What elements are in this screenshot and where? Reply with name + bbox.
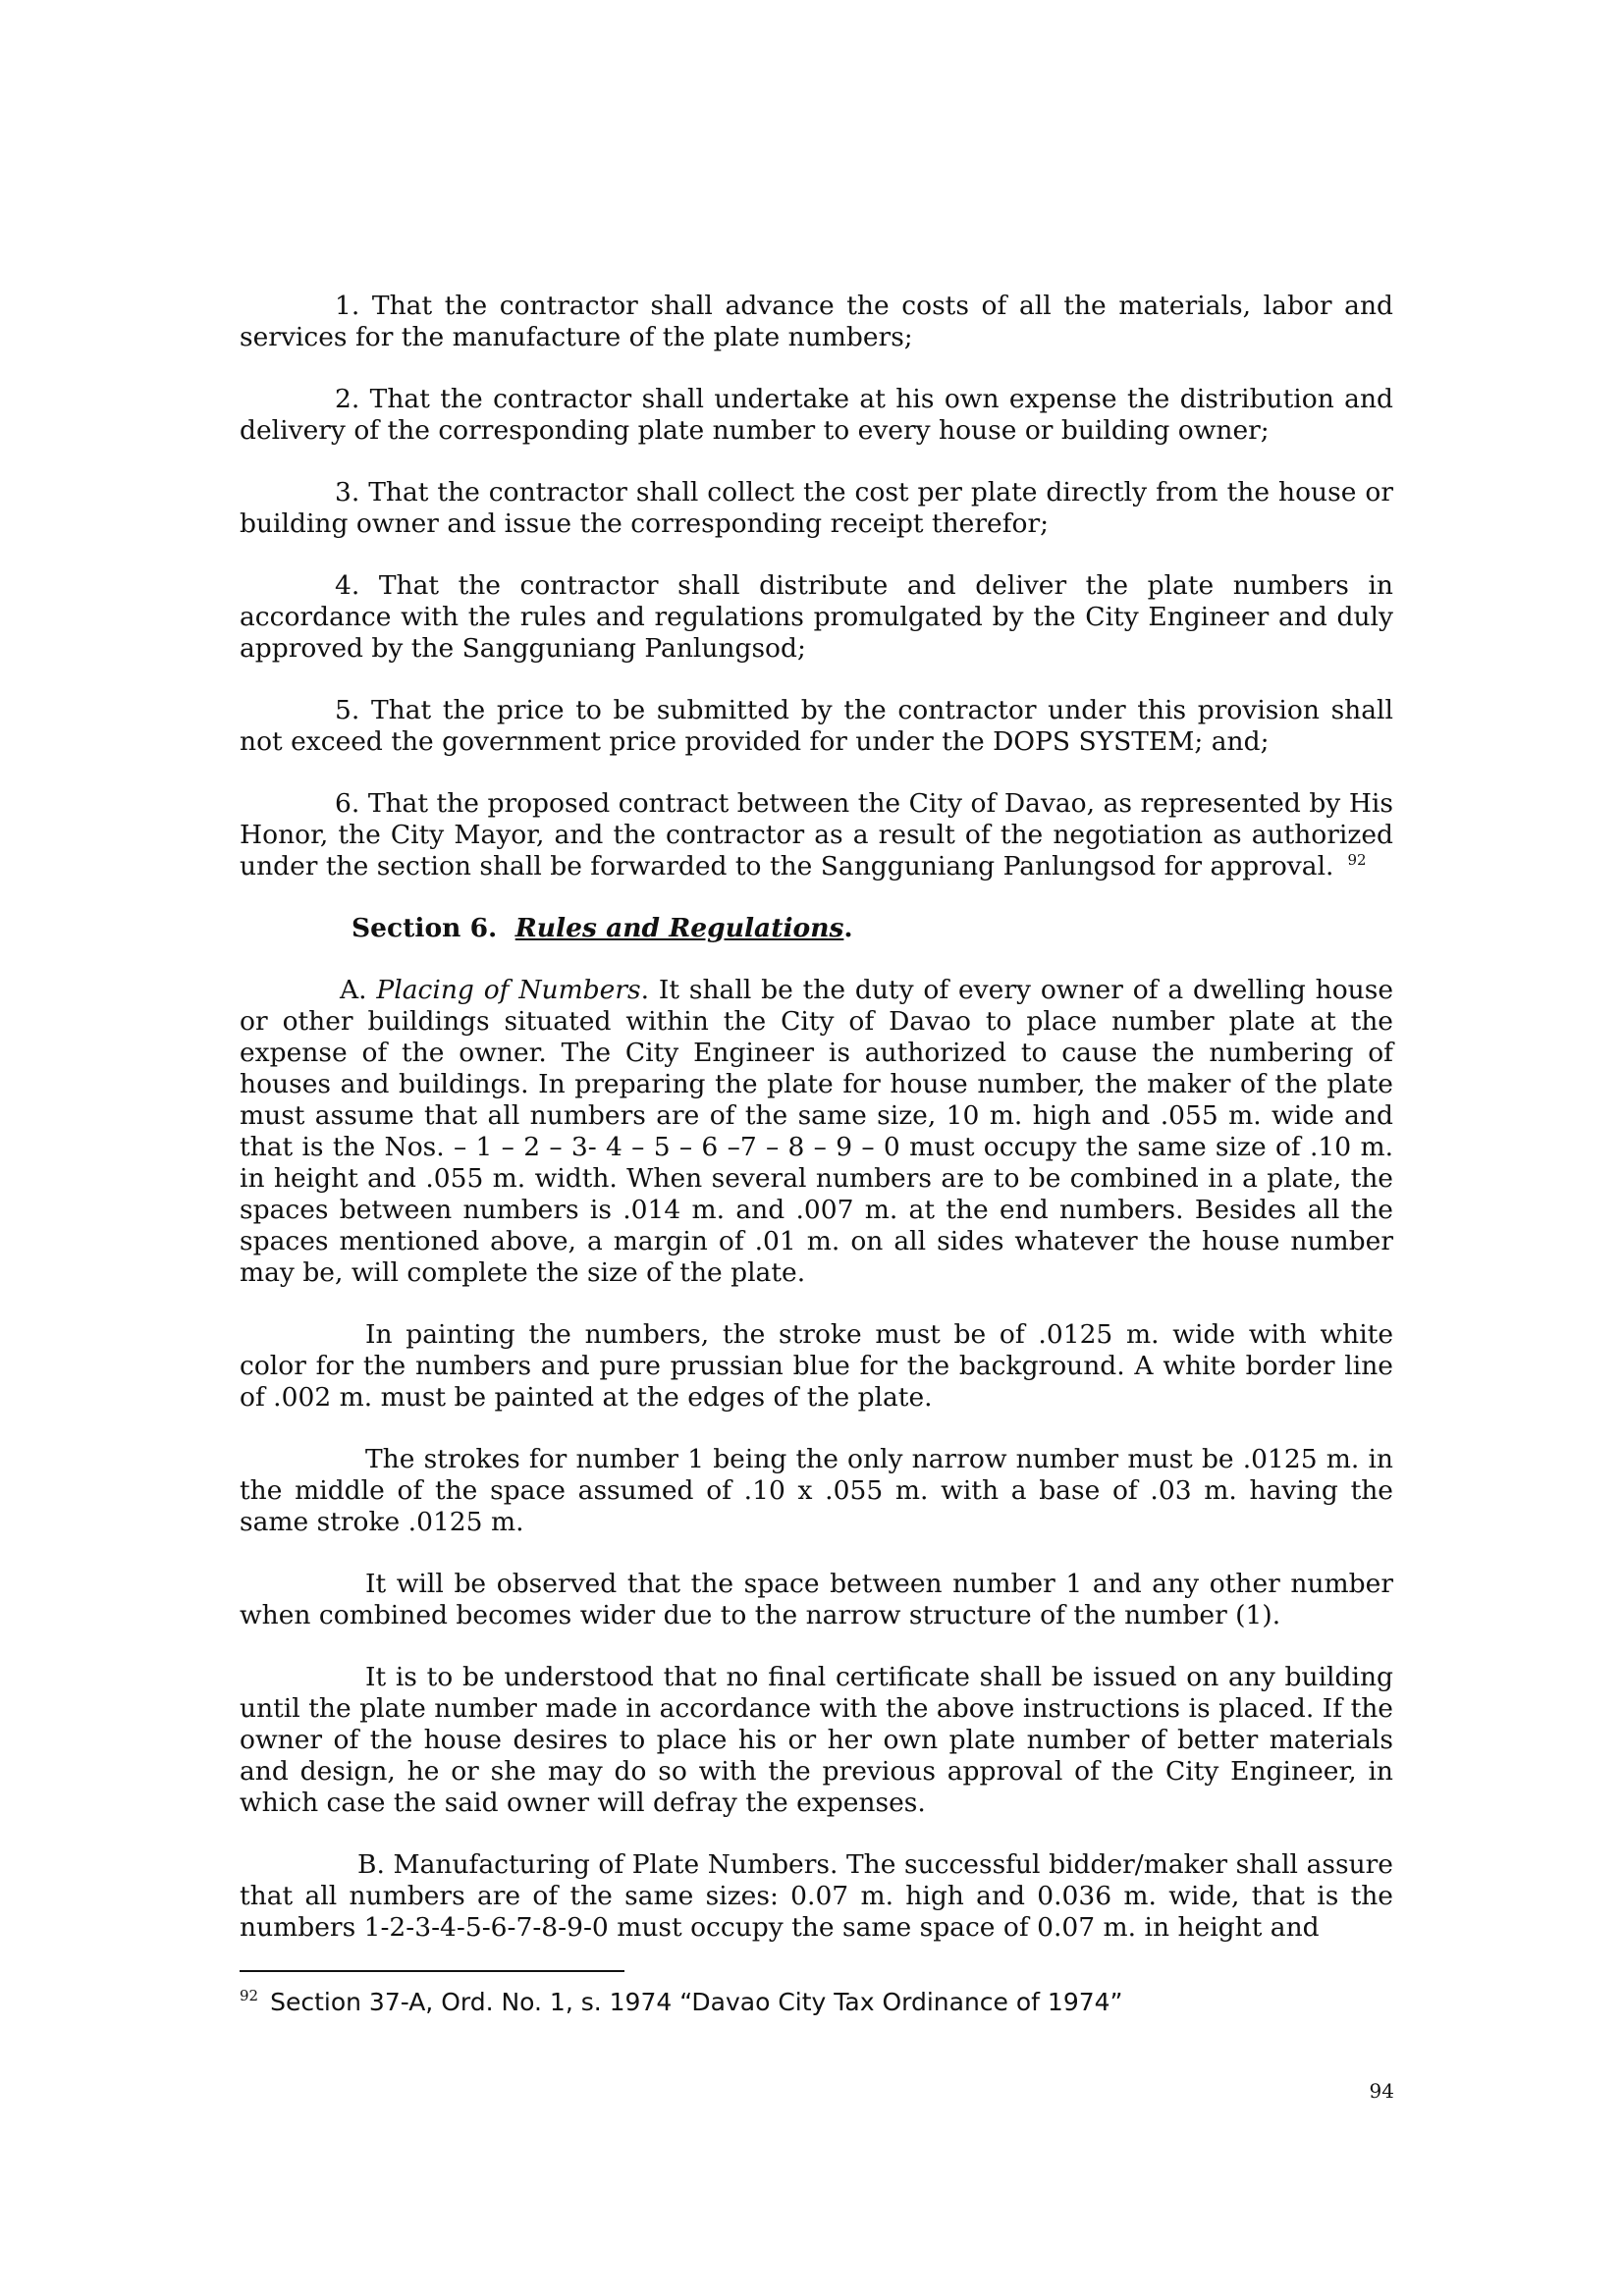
subsection-a (240, 975, 1393, 1289)
paragraph-spacing: It will be observed that the space between number 1 and any other number when combined becomes wider due to the narrow structure of the number (1). (240, 1569, 1393, 1630)
page-number: 94 (1369, 2079, 1394, 2103)
section-heading (240, 913, 1393, 944)
item-6-text: 6. That the proposed contract between the City of Davao, as represented by His Honor, the City Mayor, and the contractor as a result of the negotiation as authorized under the section shall be forwarded to the Sangguniang Panlungsod for approval. (240, 788, 1393, 881)
item-4: 4. That the contractor shall distribute and deliver the plate numbers in accordance with the rules and regulations promulgated by the City Engineer and duly approved by the Sangguniang Panlungsod; (240, 570, 1393, 664)
subsection-a-title: Placing of Numbers (376, 975, 641, 1005)
footnote-reference: 92 (1347, 851, 1367, 869)
paragraph-painting: In painting the numbers, the stroke must be of .0125 m. wide with white color for the numbers and pure prussian blue for the background. A white border line of .002 m. must be painted at the edges of the plate. (240, 1319, 1393, 1413)
paragraph-certificate: It is to be understood that no final certificate shall be issued on any building until the plate number made in accordance with the above instructions is placed. If the owner of the house desires to place his or her own plate number of better materials and design, he or she may do so with the previous approval of the City Engineer, in which case the said owner will defray the expenses. (240, 1662, 1393, 1818)
item-5: 5. That the price to be submitted by the contractor under this provision shall not exceed the government price provided for under the DOPS SYSTEM; and; (240, 695, 1393, 757)
subsection-a-text: . It shall be the duty of every owner of a dwelling house or other buildings situated within the City of Davao to place number plate at the expense of the owner. The City Engineer is authorized to cause the numbering of houses and buildings. In preparing the plate for house number, the maker of the plate must assume that all numbers are of the same size, 10 m. high and .055 m. wide and that is the Nos. – 1 – 2 – 3- 4 – 5 – 6 –7 – 8 – 9 – 0 must occupy the same size of .10 m. in height and .055 m. width. When several numbers are to be combined in a plate, the spaces between numbers is .014 m. and .007 m. at the end numbers. Besides all the spaces mentioned above, a margin of .01 m. on all sides whatever the house number may be, will complete the size of the plate. (240, 975, 1393, 1288)
page-body (240, 291, 1393, 1974)
section-label: Section 6. (352, 913, 498, 943)
item-2: 2. That the contractor shall undertake at his own expense the distribution and delivery of the corresponding plate number to every house or building owner; (240, 384, 1393, 446)
item-3: 3. That the contractor shall collect the cost per plate directly from the house or building owner and issue the corresponding receipt therefor; (240, 477, 1393, 539)
subsection-a-prefix: A. (340, 975, 377, 1005)
footnote-text: Section 37-A, Ord. No. 1, s. 1974 “Davao City Tax Ordinance of 1974” (270, 1988, 1123, 2016)
item-1: 1. That the contractor shall advance the costs of all the materials, labor and services for the manufacture of the plate numbers; (240, 291, 1393, 352)
section-period: . (843, 913, 853, 943)
item-6 (240, 788, 1393, 882)
section-title: Rules and Regulations (514, 913, 844, 943)
footnote-separator (240, 1970, 624, 1972)
subsection-b: B. Manufacturing of Plate Numbers. The successful bidder/maker shall assure that all numbers are of the same sizes: 0.07 m. high and 0.036 m. wide, that is the numbers 1-2-3-4-5-6-7-8-9-0 must occupy the same space of 0.07 m. in height and (240, 1849, 1393, 1943)
paragraph-strokes: The strokes for number 1 being the only narrow number must be .0125 m. in the middle of the space assumed of .10 x .055 m. with a base of .03 m. having the same stroke .0125 m. (240, 1444, 1393, 1537)
footnote-number: 92 (240, 1987, 259, 2004)
footnote (240, 1987, 1393, 2018)
